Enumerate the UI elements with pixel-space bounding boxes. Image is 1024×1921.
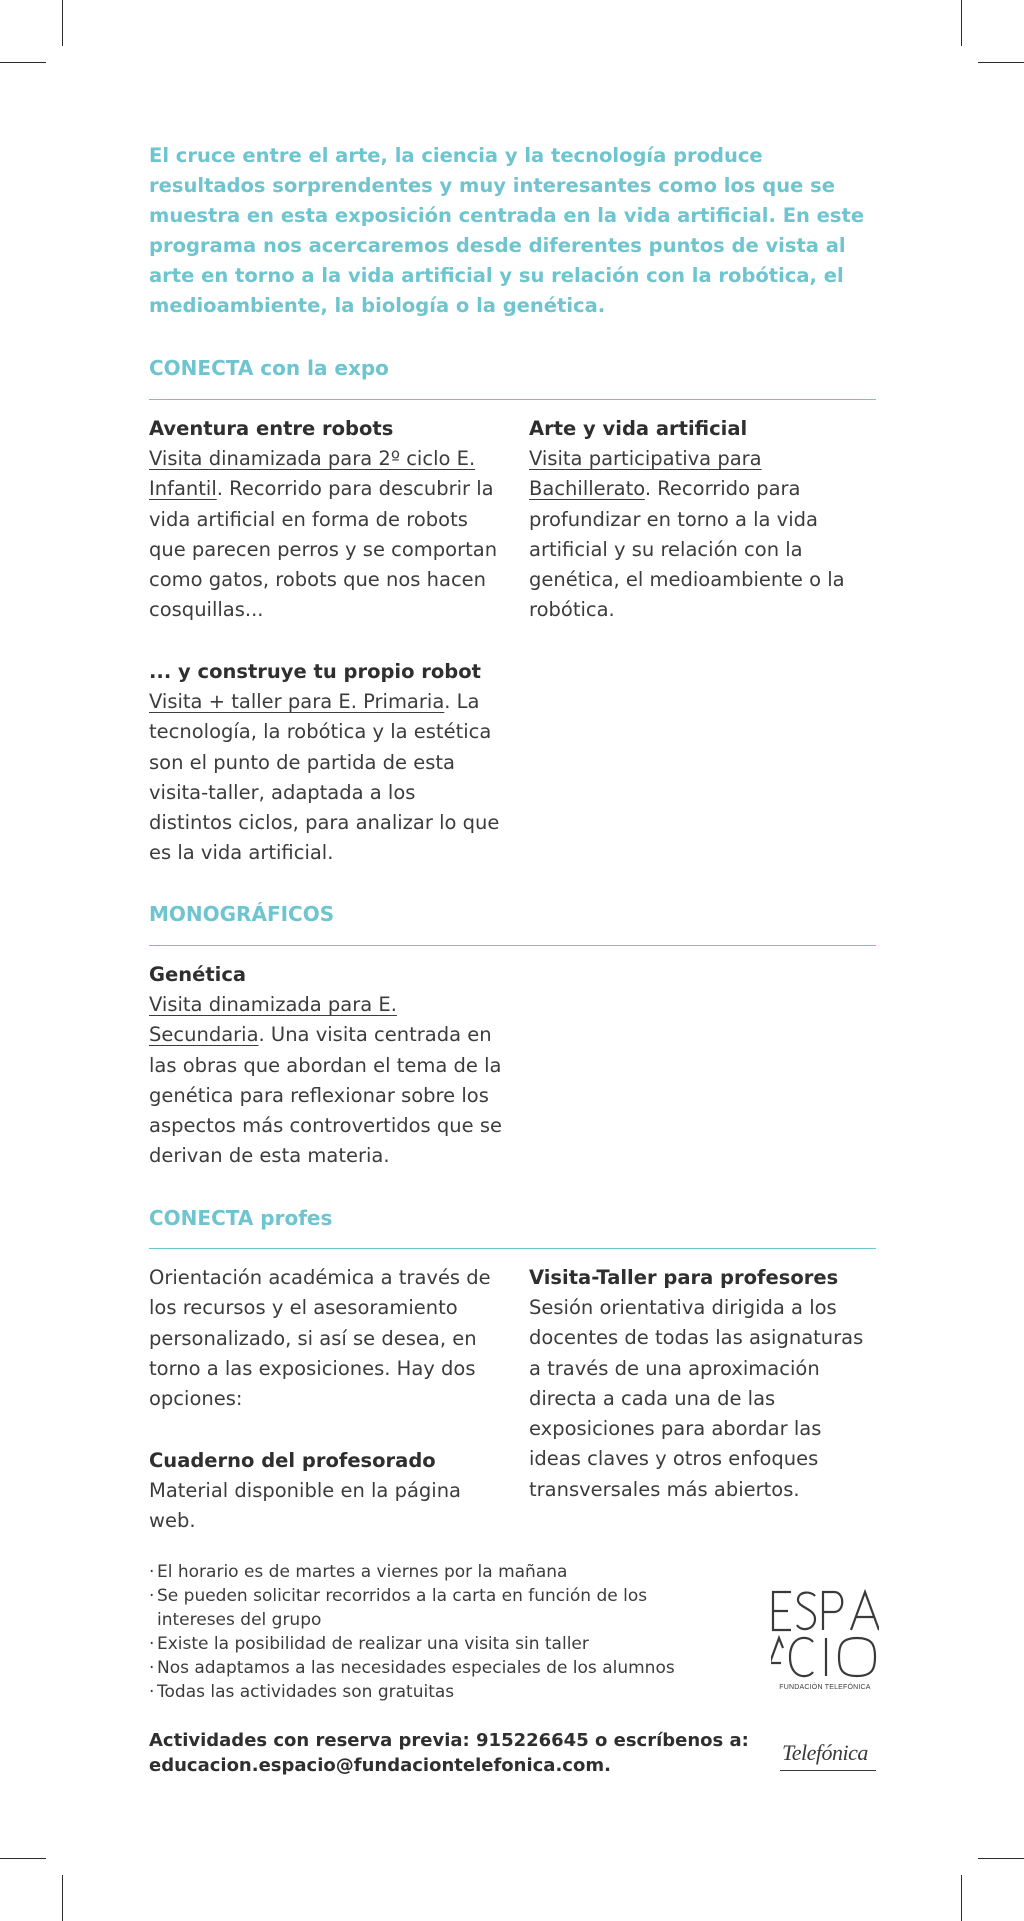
profes-orientacion (149, 1263, 499, 1414)
activity-text: . Recorrido para descubrir la vida artificial en forma de robots que parecen perros y se comportan como gatos, robots que nos hacen cosquillas... (149, 477, 498, 622)
telefonica-logo-underline (780, 1770, 876, 1771)
profes-visita-taller (529, 1263, 879, 1505)
activity-arte-vida-artificial (529, 414, 879, 626)
activity-title: Arte y vida artificial (529, 417, 748, 440)
crop-mark (0, 62, 46, 63)
espacio-logo-mark (771, 1588, 879, 1680)
activity-description (529, 444, 879, 626)
section-title-conecta-profes: CONECTA profes (149, 1206, 333, 1230)
activity-audience-link[interactable]: Visita dinamizada para E. Secundaria (149, 993, 397, 1047)
activity-text: . Recorrido para profundizar en torno a la vida artificial y su relación con la genética, el medioambiente o la robótica. (529, 477, 845, 622)
crop-mark (0, 1858, 46, 1859)
activity-audience-link[interactable]: Visita participativa para Bachillerato (529, 447, 762, 501)
profes-cuaderno (149, 1446, 469, 1537)
visita-taller-title: Visita-Taller para profesores (529, 1266, 839, 1289)
contact-info: Actividades con reserva previa: 915226645 o escríbenos a: educacion.espacio@fundaciontelefonica.com. (149, 1730, 749, 1776)
cuaderno-title: Cuaderno del profesorado (149, 1449, 436, 1472)
notes-list (149, 1560, 709, 1704)
section-title-monograficos: MONOGRÁFICOS (149, 902, 335, 926)
note-item: · El horario es de martes a viernes por la mañana (149, 1560, 709, 1584)
crop-mark (62, 0, 63, 46)
intro-paragraph: El cruce entre el arte, la ciencia y la tecnología produce resultados sorprendentes y muy interesantes como los que se muestra en esta exposición centrada en la vida artificial. En este programa nos acercaremos desde diferentes puntos de vista al arte en torno a la vida artificial y su relación con la robótica, el medioambiente, la biología o la genética. (149, 144, 865, 317)
activity-description (149, 990, 504, 1172)
activity-audience-link[interactable]: Visita dinamizada para 2º ciclo E. Infantil (149, 447, 476, 501)
section-divider (149, 399, 876, 400)
espacio-logo (771, 1588, 879, 1696)
activity-title: Aventura entre robots (149, 417, 394, 440)
activity-construye-robot (149, 657, 504, 869)
visita-taller-text: Sesión orientativa dirigida a los docentes de todas las asignaturas a través de una aproximación directa a cada una de las exposiciones para abordar las ideas claves y otros enfoques transversales más abiertos. (529, 1296, 864, 1501)
crop-mark (62, 1875, 63, 1921)
activity-title: ... y construye tu propio robot (149, 660, 481, 683)
activity-description (149, 444, 504, 626)
note-item: · Nos adaptamos a las necesidades especiales de los alumnos (149, 1656, 709, 1680)
espacio-logo-subtitle: FUNDACIÓN TELEFÓNICA (779, 1684, 871, 1691)
note-item: · Se pueden solicitar recorridos a la carta en función de los intereses del grupo (149, 1584, 709, 1632)
activity-description (149, 687, 504, 869)
crop-mark (961, 0, 962, 46)
crop-mark (978, 62, 1024, 63)
activity-text: . La tecnología, la robótica y la estética son el punto de partida de esta visita-taller, adaptada a los distintos ciclos, para analizar lo que es la vida artificial. (149, 690, 500, 865)
telefonica-logo (778, 1740, 878, 1774)
activity-title: Genética (149, 963, 247, 986)
note-item: · Existe la posibilidad de realizar una visita sin taller (149, 1632, 709, 1656)
note-item: · Todas las actividades son gratuitas (149, 1680, 709, 1704)
cuaderno-text: Material disponible en la página web. (149, 1479, 461, 1533)
activity-aventura-entre-robots (149, 414, 504, 626)
activity-text: . Una visita centrada en las obras que abordan el tema de la genética para reflexionar sobre los aspectos más controvertidos que se derivan de esta materia. (149, 1023, 502, 1168)
crop-mark (978, 1858, 1024, 1859)
activity-genetica (149, 960, 504, 1172)
telefonica-logo-text: Telefónica (782, 1740, 868, 1765)
section-title-conecta-expo: CONECTA con la expo (149, 356, 389, 380)
orientacion-text: Orientación académica a través de los recursos y el asesoramiento personalizado, si así se desea, en torno a las exposiciones. Hay dos opciones: (149, 1266, 491, 1411)
activity-audience-link[interactable]: Visita + taller para E. Primaria (149, 690, 445, 713)
section-divider (149, 1248, 876, 1249)
section-divider (149, 945, 876, 946)
crop-mark (961, 1875, 962, 1921)
